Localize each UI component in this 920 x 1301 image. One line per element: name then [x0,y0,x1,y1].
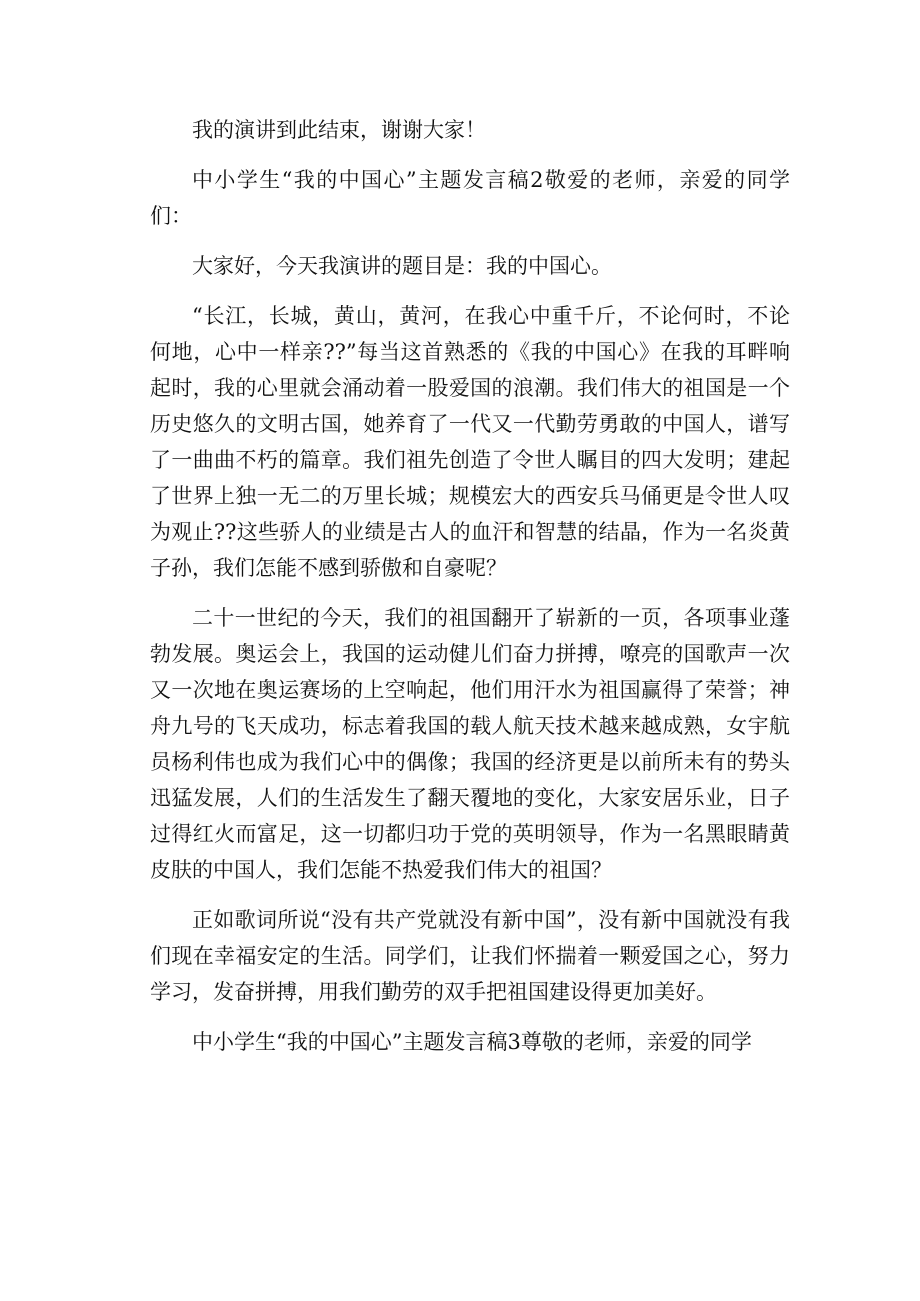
document-body [150,112,790,1074]
closing-line: 我的演讲到此结束，谢谢大家！ [192,118,486,142]
speech-2-paragraph-modern: 二十一世纪的今天，我们的祖国翻开了崭新的一页，各项事业蓬勃发展。奥运会上，我国的运动健儿们奋力拼搏，嘹亮的国歌声一次又一次地在奥运赛场的上空响起，他们用汗水为祖国赢得了荣誉；神舟九号的飞天成功，标志着我国的载人航天技术越来越成熟，女宇航员杨利伟也成为我们心中的偶像；我国的经济更是以前所未有的势头迅猛发展，人们的生活发生了翻天覆地的变化，大家安居乐业，日子过得红火而富足，这一切都归功于党的英明领导，作为一名黑眼睛黄皮肤的中国人，我们怎能不热爱我们伟大的祖国？ [150,606,790,882]
speech-2-paragraph-history: “长江，长城，黄山，黄河，在我心中重千斤，不论何时，不论何地，心中一样亲??”每当这首熟悉的《我的中国心》在我的耳畔响起时，我的心里就会涌动着一股爱国的浪潮。我们伟大的祖国是一个历史悠久的文明古国，她养育了一代又一代勤劳勇敢的中国人，谱写了一曲曲不朽的篇章。我们祖先创造了令世人瞩目的四大发明；建起了世界上独一无二的万里长城；规模宏大的西安兵马俑更是令世人叹为观止??这些骄人的业绩是古人的血汗和智慧的结晶，作为一名炎黄子孙，我们怎能不感到骄傲和自豪呢？ [150,304,790,580]
speech-2-heading: 中小学生“我的中国心”主题发言稿2敬爱的老师，亲爱的同学们： [150,168,790,228]
speech-2-paragraph-conclusion: 正如歌词所说“没有共产党就没有新中国”，没有新中国就没有我们现在幸福安定的生活。同学们，让我们怀揣着一颗爱国之心，努力学习，发奋拼搏，用我们勤劳的双手把祖国建设得更加美好。 [150,908,790,1004]
speech-2-greeting: 大家好，今天我演讲的题目是：我的中国心。 [192,254,612,278]
speech-3-heading: 中小学生“我的中国心”主题发言稿3尊敬的老师，亲爱的同学 [192,1030,752,1054]
